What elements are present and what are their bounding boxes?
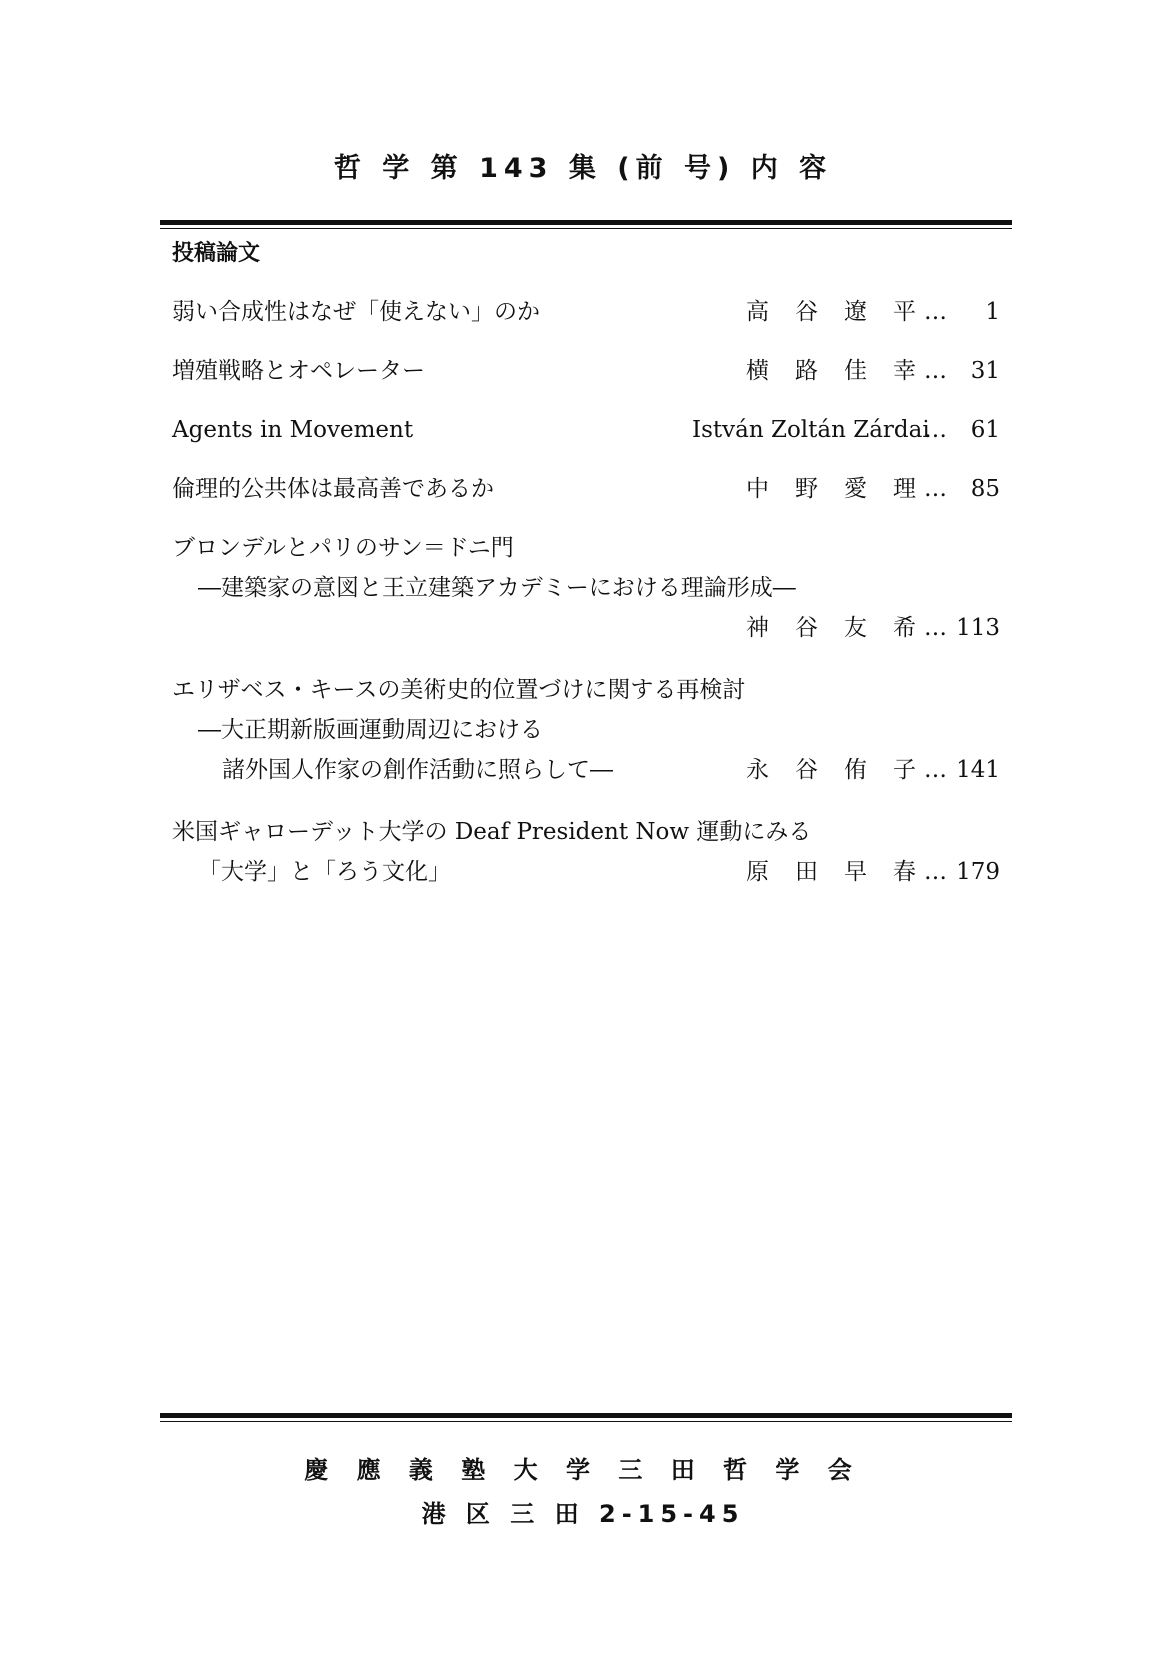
entry-subtitle: ―建築家の意図と王立建築アカデミーにおける理論形成―: [198, 575, 796, 601]
leader-dots: …: [924, 299, 947, 325]
toc-entry: [172, 670, 1000, 790]
bottom-divider: [160, 1413, 1012, 1422]
toc-entry: [172, 410, 1000, 450]
entry-title: 増殖戦略とオペレーター: [172, 358, 425, 384]
leader-dots: …: [924, 615, 947, 641]
page-number: 31: [970, 358, 1000, 384]
toc-entry: [172, 292, 1000, 332]
entry-subtitle: 「大学」と「ろう文化」: [198, 859, 451, 885]
entry-author: 中 野 愛 理: [746, 476, 916, 502]
top-divider: [160, 220, 1012, 229]
leader-dots: …: [924, 859, 947, 885]
entry-author: 神 谷 友 希: [746, 615, 916, 641]
toc-entry: [172, 528, 1000, 648]
page-title: 哲 学 第 143 集 (前 号) 内 容: [333, 153, 833, 184]
entry-subtitle: 諸外国人作家の創作活動に照らして―: [222, 757, 613, 783]
entry-author: 高 谷 遼 平: [746, 299, 916, 325]
entry-title: ブロンデルとパリのサン＝ドニ門: [172, 535, 514, 561]
toc-entry: [172, 469, 1000, 509]
entry-author: 横 路 佳 幸: [746, 358, 916, 384]
entry-author: 原 田 早 春: [746, 859, 916, 885]
leader-dots: …: [924, 358, 947, 384]
toc-entry: [172, 812, 1000, 892]
publisher-name: 慶 應 義 塾 大 学 三 田 哲 学 会: [304, 1456, 862, 1484]
page-number: 141: [956, 757, 1000, 783]
page-number: 61: [970, 417, 1000, 443]
entry-author: 永 谷 侑 子: [746, 757, 916, 783]
entry-title: Agents in Movement: [172, 417, 414, 443]
publisher-address: 港 区 三 田 2-15-45: [421, 1500, 745, 1528]
leader-dots: …: [924, 417, 947, 443]
entry-title: 弱い合成性はなぜ「使えない」のか: [172, 299, 540, 325]
page-number: 85: [970, 476, 1000, 502]
entry-author: István Zoltán Zárdai: [692, 417, 930, 443]
page-number: 1: [985, 299, 1000, 325]
table-of-contents: [172, 292, 1000, 892]
entry-subtitle: ―大正期新版画運動周辺における: [198, 717, 543, 743]
entry-title: 倫理的公共体は最高善であるか: [172, 476, 494, 502]
entry-title: エリザベス・キースの美術史的位置づけに関する再検討: [172, 677, 746, 703]
page-number: 113: [956, 615, 1000, 641]
leader-dots: …: [924, 476, 947, 502]
leader-dots: …: [924, 757, 947, 783]
page-number: 179: [956, 859, 1000, 885]
section-heading: 投稿論文: [172, 241, 261, 266]
toc-entry: [172, 351, 1000, 391]
entry-title: 米国ギャローデット大学の Deaf President Now 運動にみる: [172, 819, 812, 845]
